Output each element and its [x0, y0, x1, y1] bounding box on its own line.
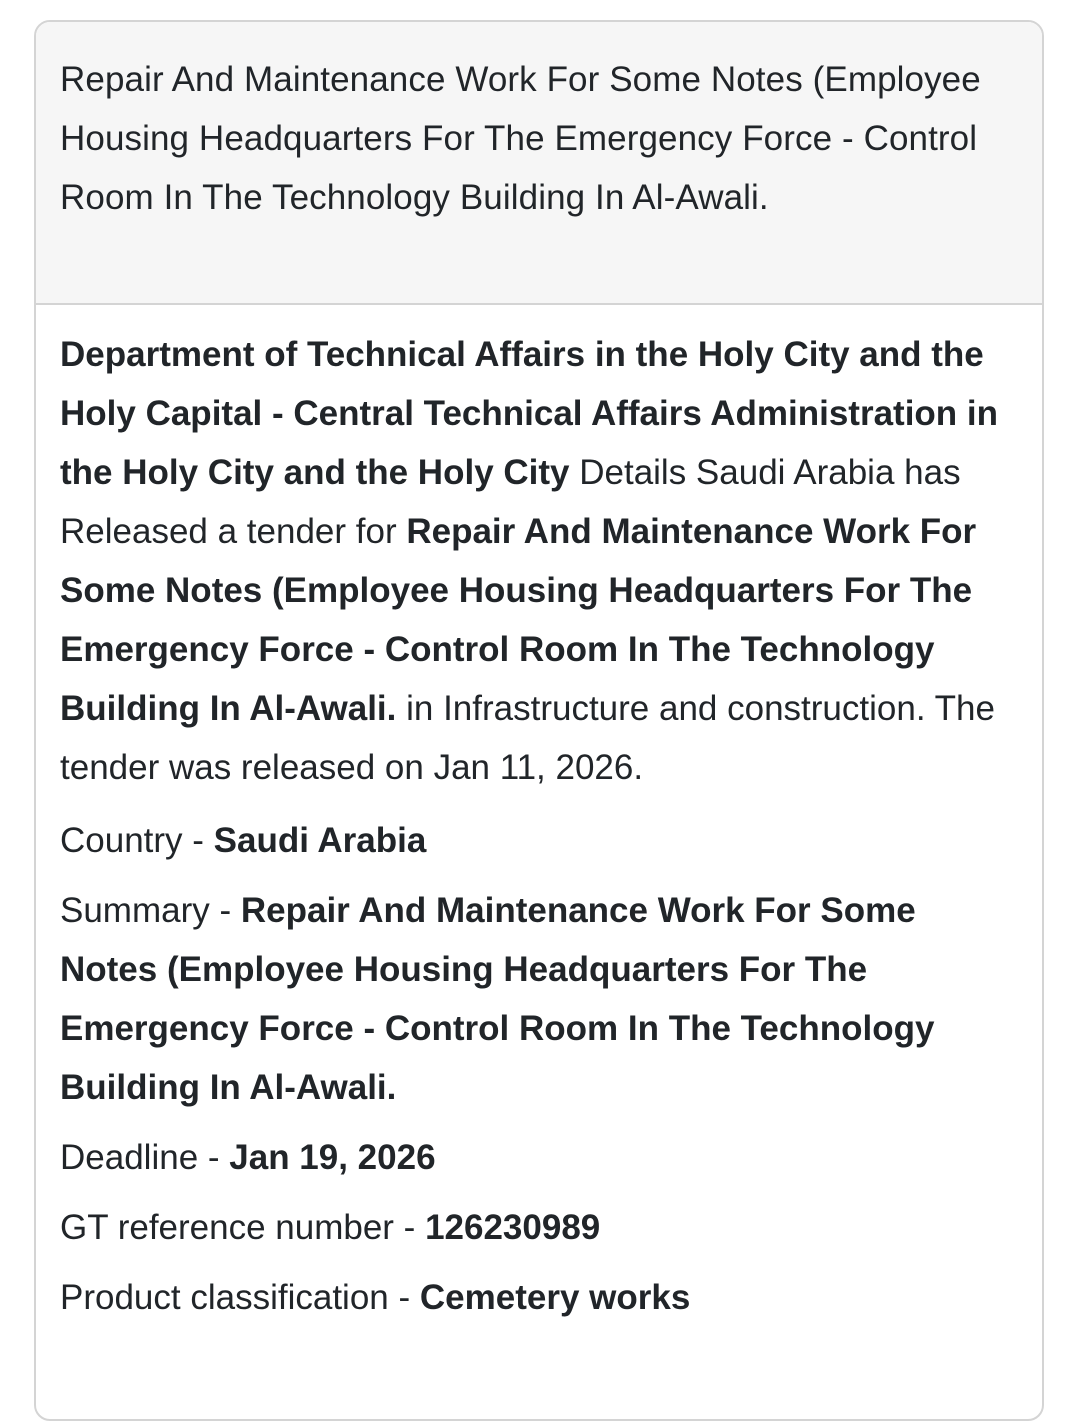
tender-card-body: [36, 305, 1042, 1327]
field-country: [60, 811, 1018, 870]
field-label: Product classification -: [60, 1278, 420, 1317]
tender-description: [60, 325, 1018, 797]
gt-reference-value: 126230989: [425, 1208, 601, 1247]
field-summary: [60, 881, 1018, 1117]
field-label: Deadline -: [60, 1138, 230, 1177]
tender-title-inline: Repair And Maintenance Work For Some Notes (Employee Housing Headquarters For The Emergency Force - Control Room In The Technology Building In Al-Awali.: [60, 512, 977, 728]
field-label: Summary -: [60, 891, 241, 930]
summary-value: Repair And Maintenance Work For Some Notes (Employee Housing Headquarters For The Emergency Force - Control Room In The Technology Building In Al-Awali.: [60, 891, 935, 1107]
issuing-authority: Department of Technical Affairs in the Holy City and the Holy Capital - Central Technical Affairs Administration in the Holy City and the Holy City: [60, 335, 999, 492]
tender-card-header: [36, 22, 1042, 305]
country-value: Saudi Arabia: [213, 821, 427, 860]
field-label: GT reference number -: [60, 1208, 426, 1247]
field-deadline: [60, 1128, 1018, 1187]
field-label: Country -: [60, 821, 214, 860]
field-product-classification: [60, 1268, 1018, 1327]
product-classification-value: Cemetery works: [419, 1278, 691, 1317]
field-gt-reference: [60, 1198, 1018, 1257]
details-suffix: in Infrastructure and construction. The tender was released on Jan 11, 2026.: [60, 689, 995, 787]
tender-title: Repair And Maintenance Work For Some Notes (Employee Housing Headquarters For The Emergency Force - Control Room In The Technology Building In Al-Awali.: [60, 60, 981, 217]
deadline-value: Jan 19, 2026: [229, 1138, 436, 1177]
tender-card: [34, 20, 1044, 1421]
details-prefix: Details Saudi Arabia has Released a tender for: [60, 453, 961, 551]
